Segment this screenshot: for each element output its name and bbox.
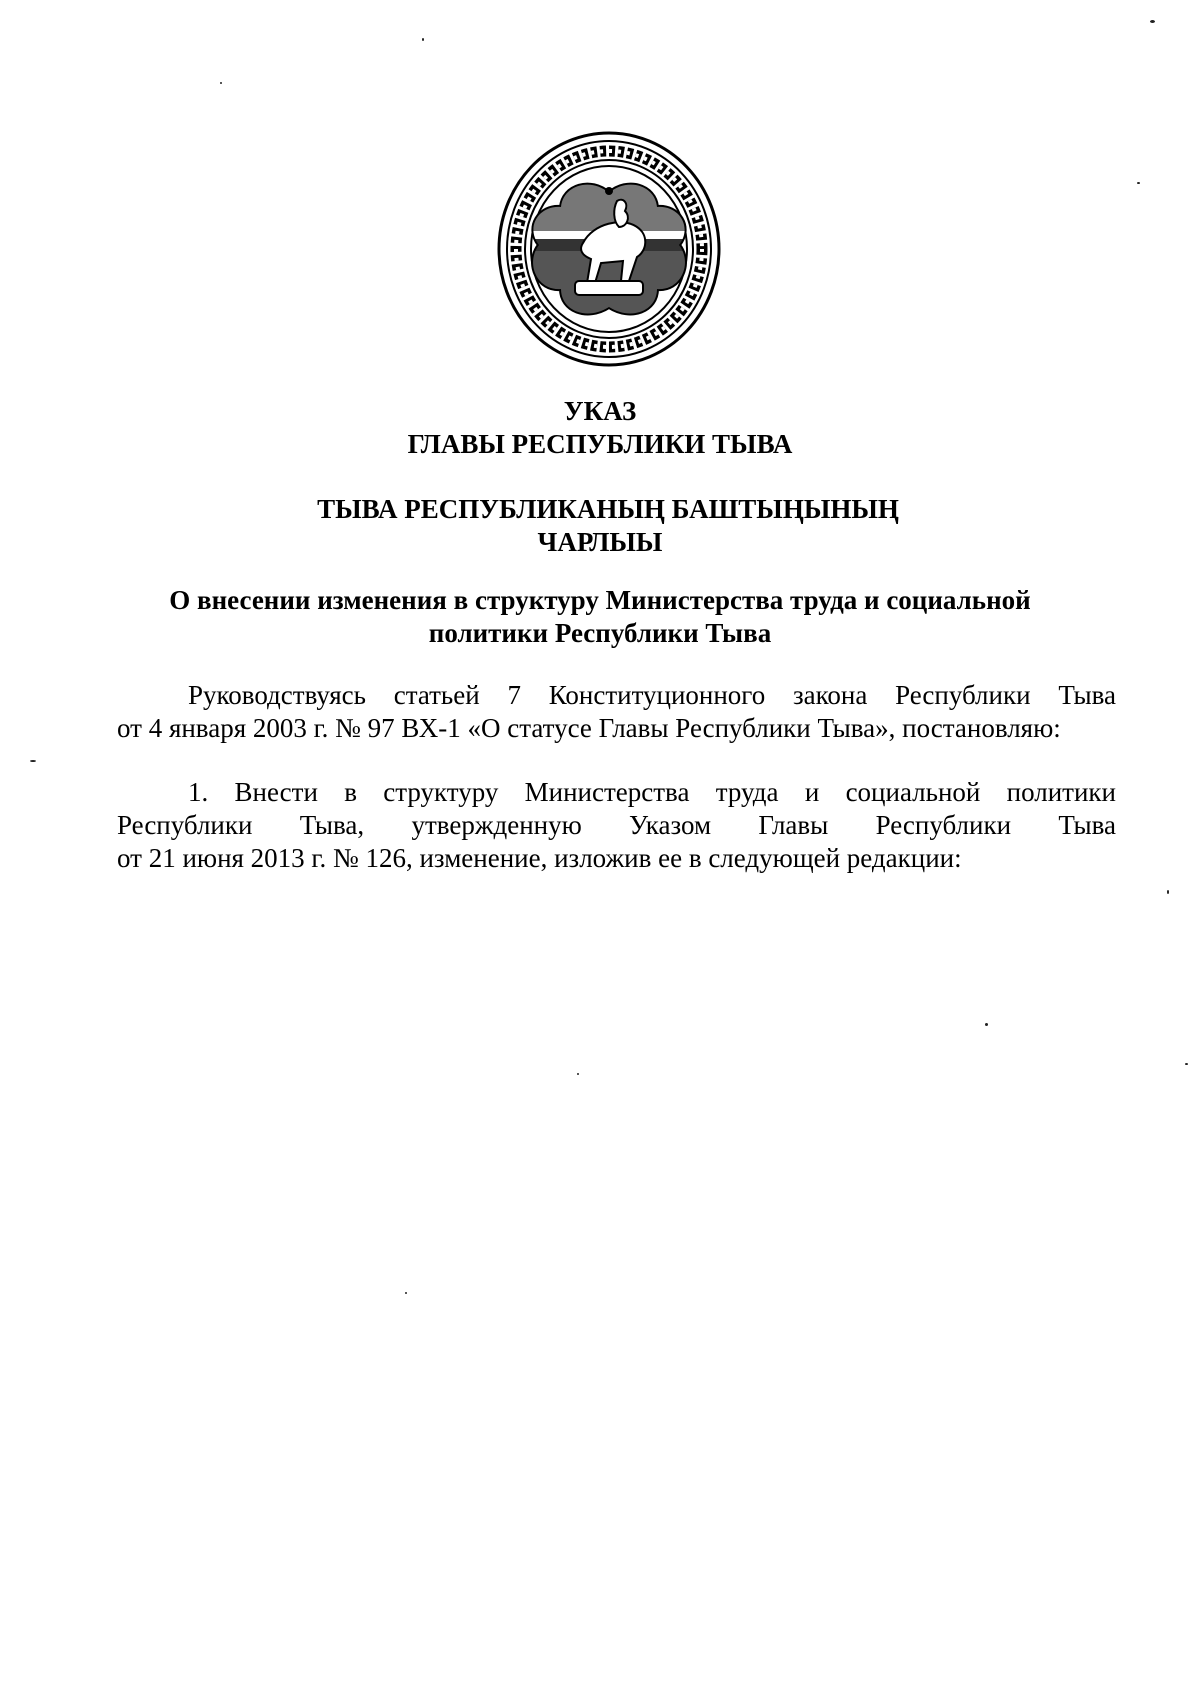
paragraph-item-1-line3: от 21 июня 2013 г. № 126, изменение, изложив ее в следующей редакции: (117, 843, 962, 873)
decree-title: УКАЗ (563, 396, 637, 426)
tuvan-title-line2: ЧАРЛЫЫ (537, 527, 663, 557)
scan-speck (1185, 1063, 1188, 1065)
scan-speck (1137, 182, 1140, 184)
scan-speck (1150, 20, 1155, 23)
scan-speck (220, 82, 222, 84)
scan-speck (405, 1292, 407, 1294)
paragraph-item-1-line1: 1. Внести в структуру Министерства труда и социальной политики (188, 777, 1116, 807)
document-title-line1: О внесении изменения в структуру Министерства труда и социальной (169, 585, 1031, 615)
document-title (150, 584, 1050, 650)
scan-speck (985, 1023, 988, 1026)
decree-subtitle: ГЛАВЫ РЕСПУБЛИКИ ТЫВА (407, 429, 793, 459)
paragraph-preamble-line2: от 4 января 2003 г. № 97 ВХ-1 «О статусе Главы Республики Тыва», постановляю: (117, 713, 1061, 743)
paragraph-preamble-line1: Руководствуясь статьей 7 Конституционного закона Республики Тыва (188, 680, 1116, 710)
tuvan-title-line1: ТЫВА РЕСПУБЛИКАНЫҢ БАШТЫҢЫНЫҢ (317, 494, 899, 524)
paragraph-item-1 (117, 776, 1116, 875)
document-title-line2: политики Республики Тыва (428, 618, 772, 648)
tuva-coat-of-arms-icon (497, 131, 721, 367)
scan-speck (577, 1073, 579, 1075)
scan-speck (30, 760, 36, 762)
scan-speck (1167, 890, 1169, 894)
paragraph-item-1-line2: Республики Тыва, утвержденную Указом Главы Республики Тыва (117, 810, 1116, 840)
scan-speck (422, 38, 424, 41)
paragraph-preamble (117, 679, 1116, 745)
